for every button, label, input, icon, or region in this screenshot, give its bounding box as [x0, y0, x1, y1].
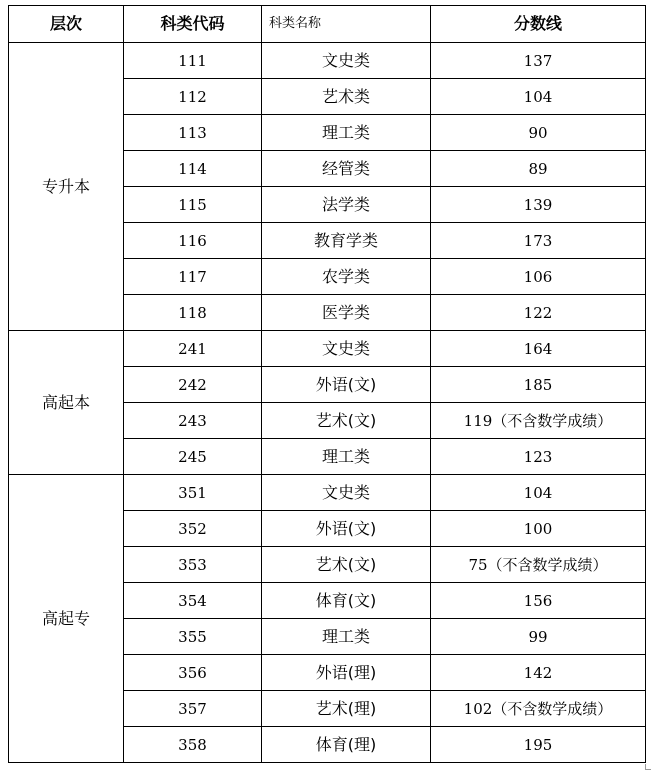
name-cell: 外语(理): [262, 655, 431, 691]
level-cell: 高起本: [9, 331, 124, 475]
name-cell: 教育学类: [262, 223, 431, 259]
score-cell: 106: [431, 259, 646, 295]
score-cell: 137: [431, 43, 646, 79]
name-cell: 体育(文): [262, 583, 431, 619]
name-cell: 体育(理): [262, 727, 431, 763]
name-cell: 理工类: [262, 619, 431, 655]
header-name: 科类名称: [262, 6, 431, 43]
name-cell: 理工类: [262, 439, 431, 475]
score-cell: 185: [431, 367, 646, 403]
score-cell: 89: [431, 151, 646, 187]
table-body: [9, 43, 646, 763]
score-cell: 173: [431, 223, 646, 259]
score-cell: 122: [431, 295, 646, 331]
code-cell: 353: [124, 547, 262, 583]
code-cell: 358: [124, 727, 262, 763]
name-cell: 艺术(文): [262, 403, 431, 439]
code-cell: 243: [124, 403, 262, 439]
name-cell: 外语(文): [262, 367, 431, 403]
score-cell: 104: [431, 475, 646, 511]
name-cell: 外语(文): [262, 511, 431, 547]
name-cell: 艺术(文): [262, 547, 431, 583]
score-cell: 100: [431, 511, 646, 547]
score-cell: 99: [431, 619, 646, 655]
name-cell: 文史类: [262, 475, 431, 511]
score-cell: 156: [431, 583, 646, 619]
name-cell: 医学类: [262, 295, 431, 331]
code-cell: 357: [124, 691, 262, 727]
score-cell: 123: [431, 439, 646, 475]
code-cell: 242: [124, 367, 262, 403]
header-code: 科类代码: [124, 6, 262, 43]
name-cell: 文史类: [262, 43, 431, 79]
name-cell: 经管类: [262, 151, 431, 187]
name-cell: 理工类: [262, 115, 431, 151]
score-cell: 142: [431, 655, 646, 691]
name-cell: 艺术类: [262, 79, 431, 115]
name-cell: 法学类: [262, 187, 431, 223]
name-cell: 艺术(理): [262, 691, 431, 727]
header-row: [9, 6, 646, 43]
table-row: [9, 43, 646, 79]
name-cell: 文史类: [262, 331, 431, 367]
code-cell: 354: [124, 583, 262, 619]
code-cell: 115: [124, 187, 262, 223]
level-cell: 高起专: [9, 475, 124, 763]
score-cell: 139: [431, 187, 646, 223]
score-cell: 102（不含数学成绩）: [431, 691, 646, 727]
code-cell: 245: [124, 439, 262, 475]
code-cell: 241: [124, 331, 262, 367]
code-cell: 356: [124, 655, 262, 691]
code-cell: 114: [124, 151, 262, 187]
code-cell: 355: [124, 619, 262, 655]
code-cell: 116: [124, 223, 262, 259]
table-row: [9, 475, 646, 511]
code-cell: 118: [124, 295, 262, 331]
code-cell: 352: [124, 511, 262, 547]
code-cell: 112: [124, 79, 262, 115]
table-header: [9, 6, 646, 43]
score-table: [8, 5, 646, 763]
name-cell: 农学类: [262, 259, 431, 295]
paragraph-mark: [645, 764, 651, 770]
level-cell: 专升本: [9, 43, 124, 331]
score-cell: 195: [431, 727, 646, 763]
code-cell: 113: [124, 115, 262, 151]
header-score: 分数线: [431, 6, 646, 43]
score-cell: 75（不含数学成绩）: [431, 547, 646, 583]
code-cell: 111: [124, 43, 262, 79]
table-row: [9, 331, 646, 367]
score-cell: 104: [431, 79, 646, 115]
score-cell: 119（不含数学成绩）: [431, 403, 646, 439]
score-cell: 164: [431, 331, 646, 367]
header-level: 层次: [9, 6, 124, 43]
code-cell: 117: [124, 259, 262, 295]
score-cell: 90: [431, 115, 646, 151]
code-cell: 351: [124, 475, 262, 511]
